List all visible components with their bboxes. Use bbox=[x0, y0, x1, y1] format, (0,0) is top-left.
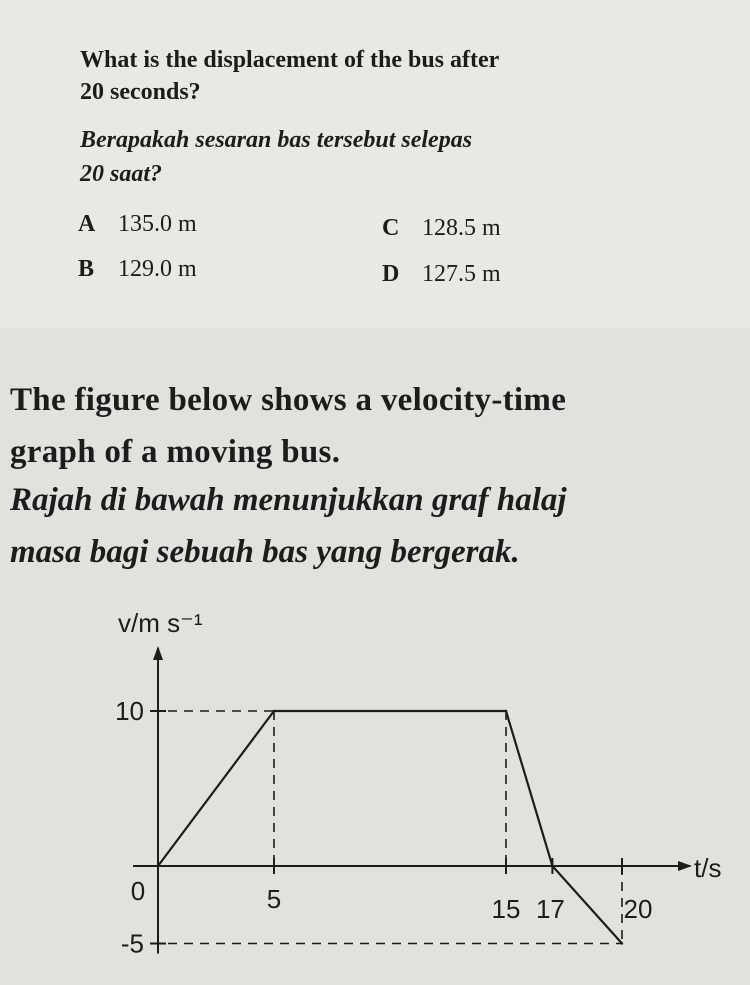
option-c-text: 128.5 m bbox=[422, 215, 501, 241]
y-tick-label: -5 bbox=[120, 928, 144, 959]
x-tick-label: 0 bbox=[130, 876, 146, 906]
data-point bbox=[505, 710, 507, 712]
option-b-text: 129.0 m bbox=[118, 256, 197, 282]
y-tick-label: 10 bbox=[115, 696, 144, 726]
data-point bbox=[621, 942, 623, 944]
option-d-letter: D bbox=[382, 261, 400, 287]
option-c-letter: C bbox=[382, 215, 400, 241]
data-point bbox=[551, 865, 553, 867]
intro-en-line1: The figure below shows a velocity-time bbox=[10, 382, 567, 418]
intro-en-line2: graph of a moving bus. bbox=[10, 434, 341, 470]
x-axis-label: t/s bbox=[694, 853, 722, 883]
y-axis-label: v/m s⁻¹ bbox=[118, 608, 203, 638]
question-ms-line2: 20 saat? bbox=[80, 161, 163, 187]
intro-ms-line1: Rajah di bawah menunjukkan graf halaj bbox=[10, 482, 567, 518]
question-en-line1: What is the displacement of the bus after bbox=[80, 47, 500, 73]
x-tick-label: 17 bbox=[535, 894, 565, 924]
option-b-letter: B bbox=[78, 256, 95, 282]
x-tick-label: 5 bbox=[266, 884, 282, 914]
intro-ms-line2: masa bagi sebuah bas yang bergerak. bbox=[10, 534, 520, 570]
question-en-line2: 20 seconds? bbox=[80, 79, 201, 105]
x-tick-label: 20 bbox=[623, 894, 653, 924]
data-point bbox=[273, 710, 275, 712]
x-tick-label: 15 bbox=[491, 894, 521, 924]
question-ms-line1: Berapakah sesaran bas tersebut selepas bbox=[80, 127, 473, 153]
option-a-letter: A bbox=[78, 211, 96, 237]
option-a-text: 135.0 m bbox=[118, 211, 197, 237]
data-point bbox=[157, 865, 159, 867]
option-d-text: 127.5 m bbox=[422, 261, 501, 287]
